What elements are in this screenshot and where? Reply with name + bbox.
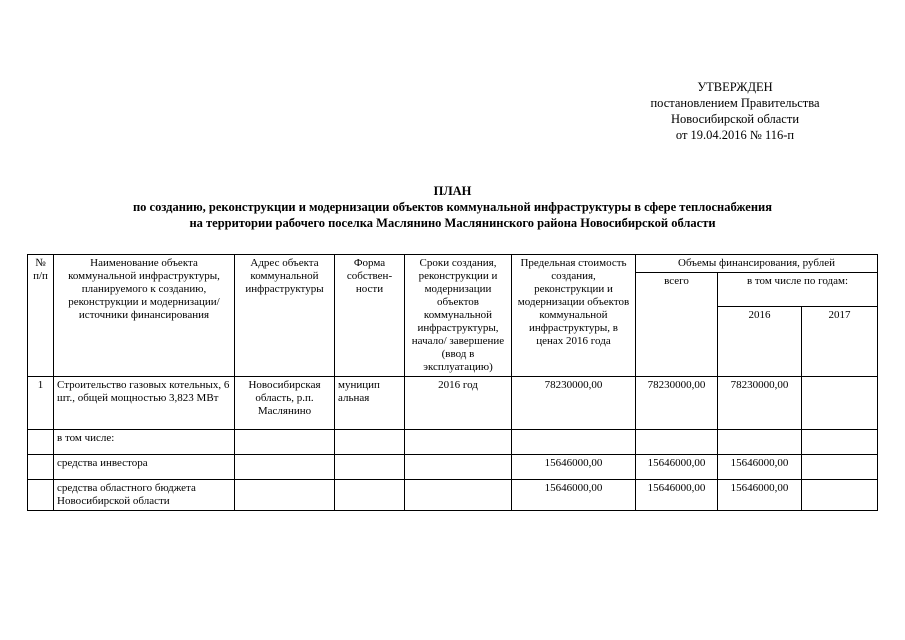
- approval-heading: УТВЕРЖДЕН: [697, 80, 773, 94]
- cell-2016: 78230000,00: [718, 377, 802, 430]
- cell-num: [28, 455, 54, 480]
- header-by-years: в том числе по годам:: [718, 273, 878, 307]
- cell-2016: 15646000,00: [718, 480, 802, 511]
- header-address: Адрес объекта коммунальной инфраструктуры: [235, 255, 335, 377]
- title-main: ПЛАН: [433, 184, 472, 198]
- document-title: [30, 183, 875, 231]
- cell-ownership: [335, 455, 405, 480]
- cell-2017: [802, 430, 878, 455]
- cell-2017: [802, 377, 878, 430]
- cell-address: Новосибирская область, р.п. Маслянино: [235, 377, 335, 430]
- header-total: всего: [636, 273, 718, 377]
- approval-date: от 19.04.2016 № 116-п: [675, 128, 795, 142]
- cell-name: средства областного бюджета Новосибирской области: [54, 480, 235, 511]
- cell-terms: 2016 год: [405, 377, 512, 430]
- approval-block: [615, 79, 855, 143]
- cell-2017: [802, 455, 878, 480]
- table-row: [28, 480, 878, 511]
- cell-cost: 15646000,00: [512, 455, 636, 480]
- header-ownership: Форма собствен-ности: [335, 255, 405, 377]
- cell-total: [636, 430, 718, 455]
- cell-cost: 15646000,00: [512, 480, 636, 511]
- table-row: [28, 455, 878, 480]
- cell-address: [235, 430, 335, 455]
- cell-cost: [512, 430, 636, 455]
- cell-num: 1: [28, 377, 54, 430]
- cell-name: Строительство газовых котельных, 6 шт., общей мощностью 3,823 МВт: [54, 377, 235, 430]
- cell-total: 78230000,00: [636, 377, 718, 430]
- header-year-2017: 2017: [802, 307, 878, 377]
- header-row: [28, 255, 878, 273]
- approval-decree: постановлением Правительства: [650, 96, 820, 110]
- cell-2016: 15646000,00: [718, 455, 802, 480]
- cell-terms: [405, 430, 512, 455]
- cell-2016: [718, 430, 802, 455]
- header-name: Наименование объекта коммунальной инфраструктуры, планируемого к созданию, реконструкции и модернизации/источники финансирования: [54, 255, 235, 377]
- header-num: № п/п: [28, 255, 54, 377]
- table-row: [28, 377, 878, 430]
- table-row: [28, 430, 878, 455]
- cell-name: в том числе:: [54, 430, 235, 455]
- header-year-2016: 2016: [718, 307, 802, 377]
- cell-total: 15646000,00: [636, 480, 718, 511]
- cell-address: [235, 455, 335, 480]
- header-volumes: Объемы финансирования, рублей: [636, 255, 878, 273]
- cell-cost: 78230000,00: [512, 377, 636, 430]
- cell-terms: [405, 455, 512, 480]
- cell-ownership: муницип альная: [335, 377, 405, 430]
- cell-2017: [802, 480, 878, 511]
- cell-address: [235, 480, 335, 511]
- header-cost: Предельная стоимость создания, реконструкции и модернизации объектов коммунальной инфраструктуры, в ценах 2016 года: [512, 255, 636, 377]
- header-terms: Сроки создания, реконструкции и модернизации объектов коммунальной инфраструктуры, начало/ завершение (ввод в эксплуатацию): [405, 255, 512, 377]
- approval-region: Новосибирской области: [670, 112, 800, 126]
- plan-table: [27, 254, 878, 511]
- cell-ownership: [335, 430, 405, 455]
- cell-num: [28, 430, 54, 455]
- cell-total: 15646000,00: [636, 455, 718, 480]
- cell-ownership: [335, 480, 405, 511]
- cell-name: средства инвестора: [54, 455, 235, 480]
- cell-terms: [405, 480, 512, 511]
- title-subject: по созданию, реконструкции и модернизации объектов коммунальной инфраструктуры в сфере теплоснабжения: [132, 200, 773, 214]
- title-location: на территории рабочего поселка Маслянино Маслянинского района Новосибирской области: [189, 216, 716, 230]
- cell-num: [28, 480, 54, 511]
